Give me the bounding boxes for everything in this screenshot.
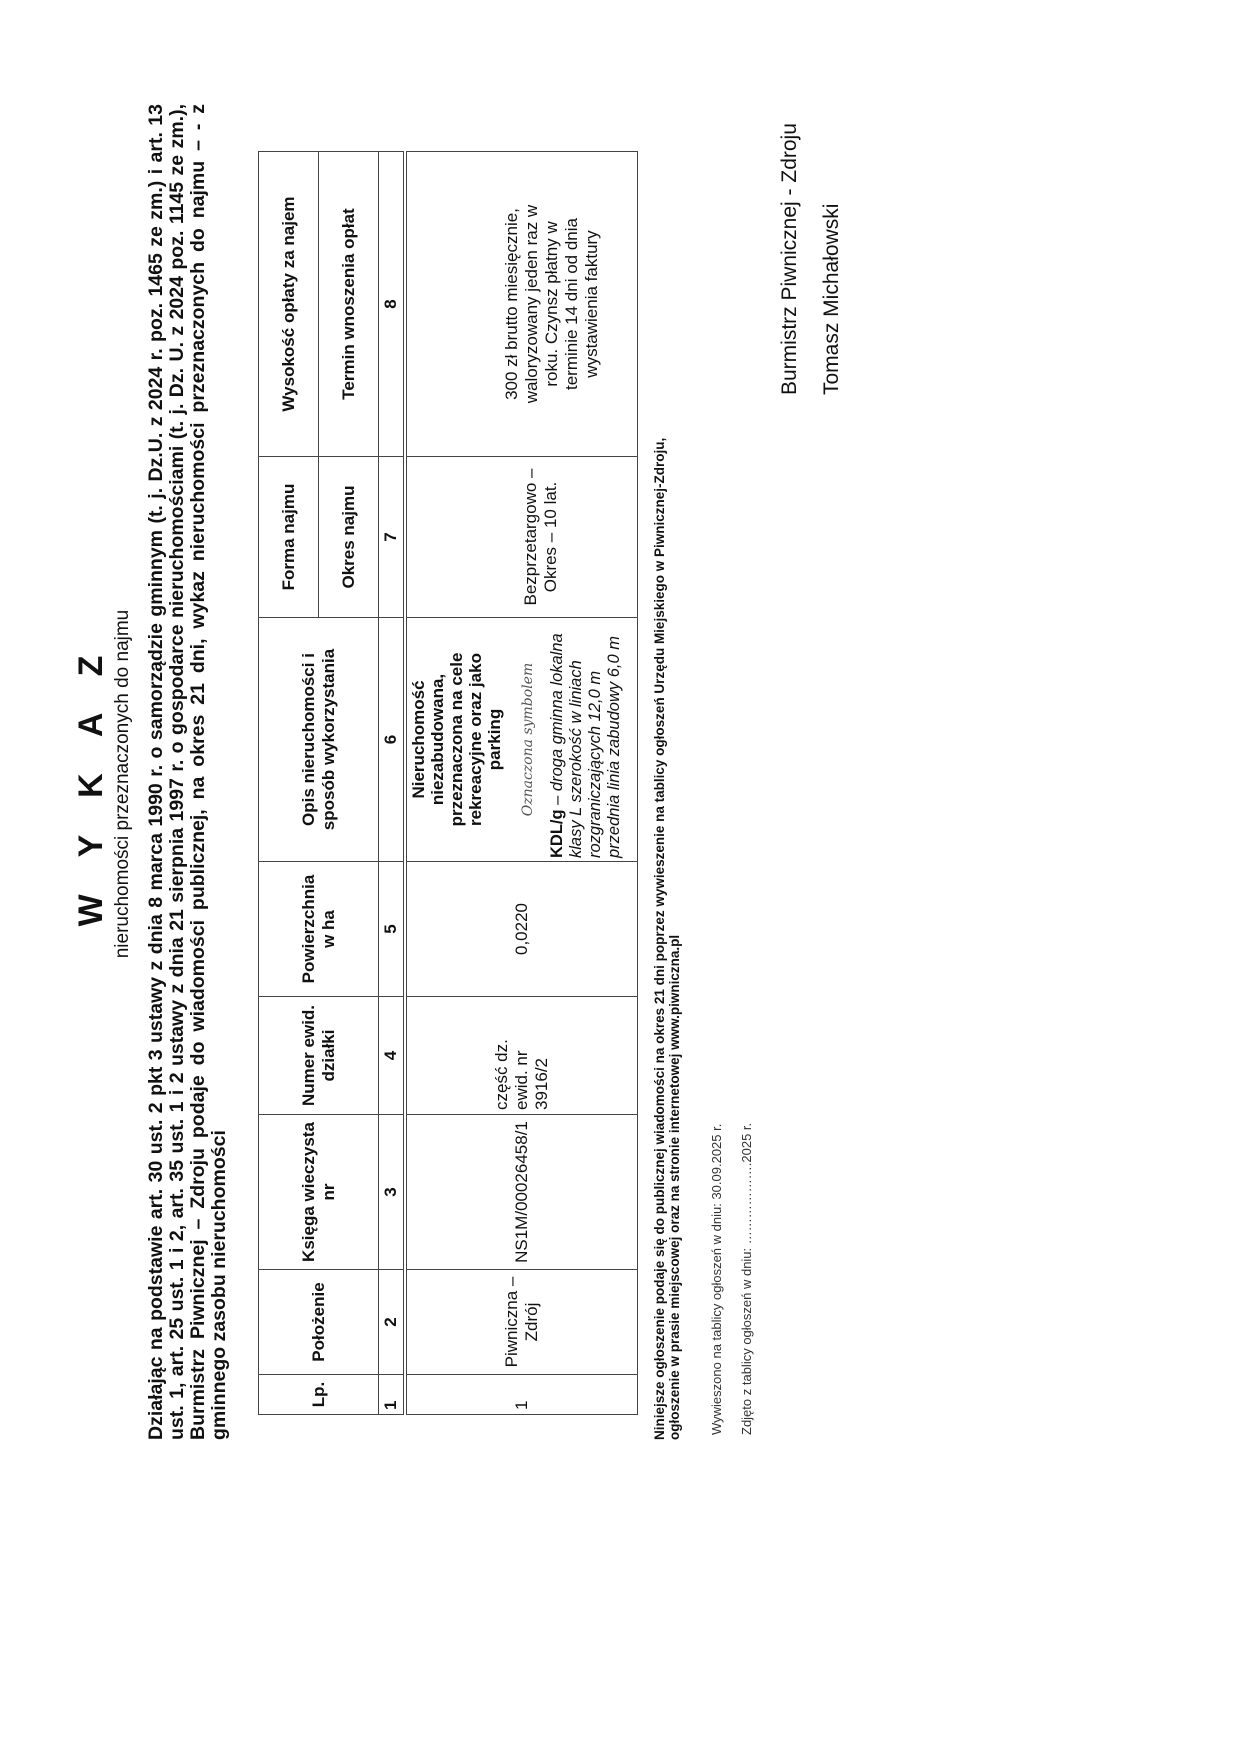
notice-line: Niniejsze ogłoszenie podaje się do publicznej wiadomości na okres 21 dni poprzez wywieszenie na tablicy ogłoszeń Urzędu Miejskiego w Piwnicznej-Zdroju, (652, 437, 667, 1440)
col-number: 8 (379, 152, 406, 457)
table-row (405, 152, 637, 1415)
col-number: 4 (379, 997, 406, 1115)
column-number-row (379, 152, 406, 1415)
cell-opis (405, 618, 637, 862)
col-number: 2 (379, 1270, 406, 1375)
header-ksiega: Księga wieczysta nr (259, 1115, 379, 1270)
notice-text (652, 438, 682, 1440)
removed-date: Zdjęto z tablicy ogłoszeń w dniu: ……………….2025 r. (739, 1122, 754, 1435)
document-title: W Y K A Z (72, 641, 110, 927)
header-wysokosc: Wysokość opłaty za najem (259, 152, 319, 457)
header-powierzchnia: Powierzchnia w ha (259, 862, 379, 997)
col-number: 5 (379, 862, 406, 997)
header-polozenie: Położenie (259, 1270, 379, 1375)
cell-forma: Bezprzetargowo – Okres – 10 lat. (405, 457, 637, 618)
opis-main: Nieruchomość niezabudowana, przeznaczona na cele rekreacyjne oraz jako parking (409, 652, 504, 827)
col-number: 3 (379, 1115, 406, 1270)
header-row (259, 152, 319, 1415)
posted-date: Wywieszono na tablicy ogłoszeń w dniu: 30.09.2025 r. (709, 1123, 724, 1435)
header-lp: Lp. (259, 1375, 379, 1415)
property-table (258, 151, 638, 1415)
cell-polozenie: Piwniczna – Zdrój (405, 1270, 637, 1375)
col-number: 7 (379, 457, 406, 618)
header-opis: Opis nieruchomości i sposób wykorzystania (259, 618, 379, 862)
signature-office: Burmistrz Piwnicznej - Zdroju (778, 123, 801, 395)
cell-oplata: 300 zł brutto miesięcznie, waloryzowany jeden raz w roku. Czynsz płatny w terminie 14 dni od dnia wystawienia faktury (405, 152, 637, 457)
opis-symbol: KDL/g (548, 809, 566, 858)
header-okres: Okres najmu (319, 457, 379, 618)
intro-paragraph: Działając na podstawie art. 30 ust. 2 pkt 3 ustawy z dnia 8 marca 1990 r. o samorządzie gminnym (t. j. Dz.U. z 2024 r. poz. 1465 ze zm.) i art. 13 ust. 1, art. 25 ust. 1 i 2, art. 35 ust. 1 i 2 ustawy z dnia 21 sierpnia 1997 r. o gospodarce nieruchomościami (t. j. Dz. U. z 2024 poz. 1145 ze zm.), Burmistrz Piwnicznej – Zdroju podaje do wiadomości publicznej, na okres 21 dni, wykaz nieruchomości przeznaczonych do najmu – - z gminnego zasobu nieruchomości (145, 104, 230, 1440)
cell-lp: 1 (405, 1375, 637, 1415)
document-subtitle: nieruchomości przeznaczonych do najmu (112, 609, 133, 959)
header-forma: Forma najmu (259, 457, 319, 618)
signature-name: Tomasz Michałowski (820, 203, 843, 395)
opis-symbol-desc: – droga gminna lokalna klasy L szerokość w liniach rozgraniczających 12,0 m przednia linia zabudowy 6,0 m (548, 633, 623, 858)
opis-symbol-label: Oznaczona symbolem (520, 662, 536, 817)
cell-numer: część dz. ewid. nr 3916/2 (405, 997, 637, 1115)
header-numer: Numer ewid. działki (259, 997, 379, 1115)
cell-powierzchnia: 0,0220 (405, 862, 637, 997)
col-number: 6 (379, 618, 406, 862)
header-termin: Termin wnoszenia opłat (319, 152, 379, 457)
col-number: 1 (379, 1375, 406, 1415)
notice-line: ogłoszenie w prasie miejscowej oraz na stronie internetowej www.piwniczna.pl (667, 934, 682, 1440)
cell-ksiega: NS1M/00026458/1 (405, 1115, 637, 1270)
